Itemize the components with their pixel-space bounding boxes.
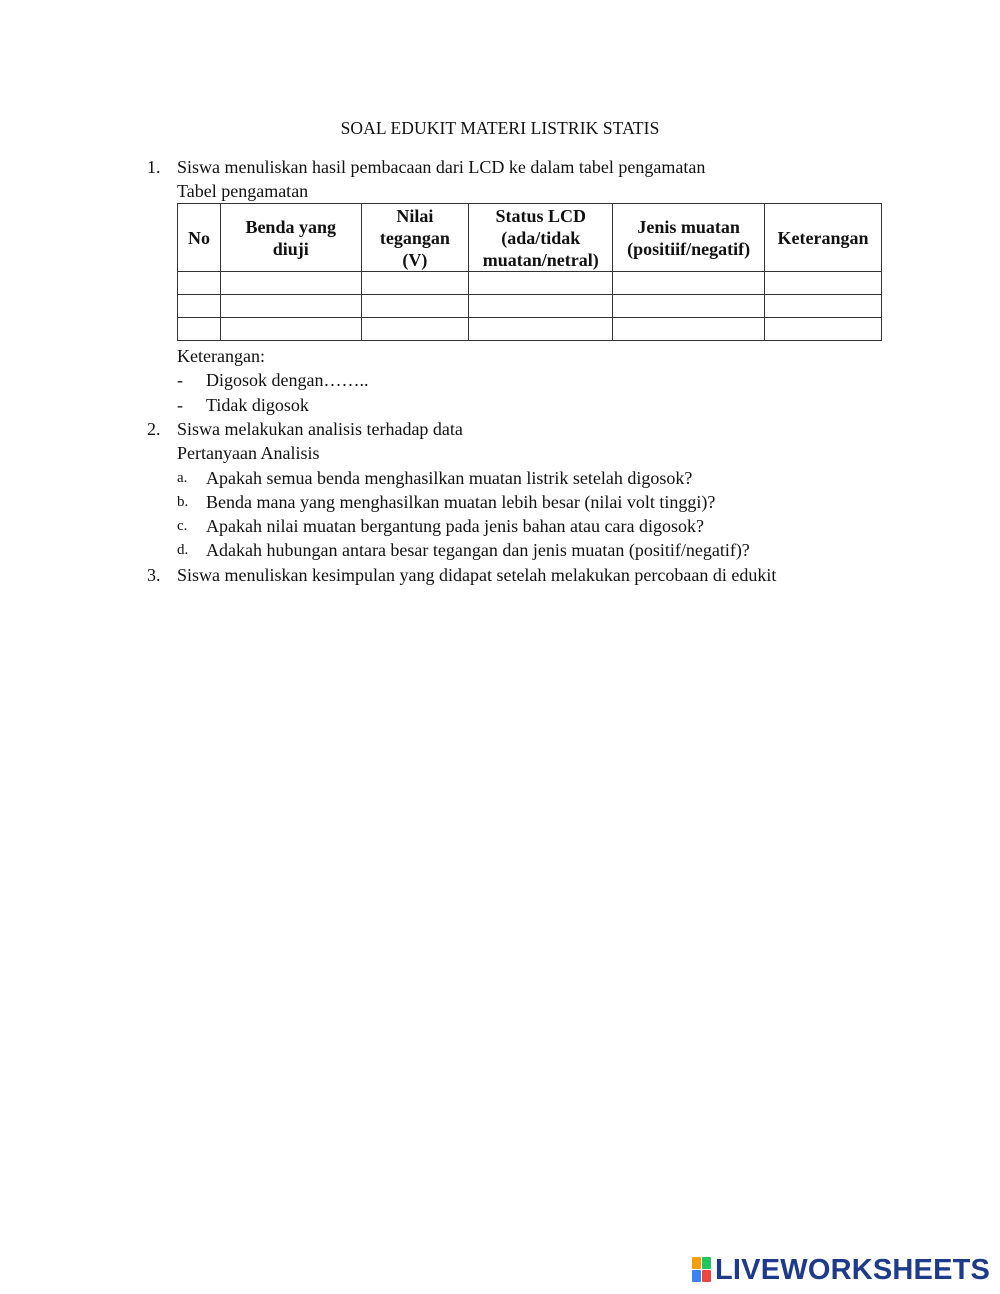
table-body	[178, 272, 882, 341]
q1-number: 1.	[147, 157, 161, 177]
table-header-label: Status LCD	[495, 205, 587, 226]
logo-text: LIVEWORKSHEETS	[715, 1253, 991, 1286]
table-cell[interactable]	[178, 318, 221, 341]
analysis-item-letter: b.	[177, 494, 189, 510]
observation-table	[177, 203, 882, 341]
table-header-cell	[361, 204, 469, 272]
analysis-item: Benda mana yang menghasilkan muatan lebih besar (nilai volt tinggi)?	[206, 492, 716, 512]
table-header-label: (ada/tidak	[501, 227, 581, 248]
table-cell[interactable]	[220, 295, 361, 318]
logo-mark-tile	[692, 1270, 701, 1282]
note-item: Digosok dengan……..	[206, 370, 369, 390]
table-header-row	[178, 204, 882, 272]
table-cell[interactable]	[469, 318, 613, 341]
note-bullet: -	[177, 395, 183, 415]
table-cell[interactable]	[178, 272, 221, 295]
table-row	[178, 272, 882, 295]
table-row	[178, 295, 882, 318]
logo-mark-tile	[692, 1257, 701, 1269]
table-cell[interactable]	[765, 295, 882, 318]
table-header-label: diuji	[272, 238, 309, 259]
table-header-label: Nilai	[396, 205, 434, 226]
liveworksheets-logo	[692, 1253, 991, 1286]
q1-text: Siswa menuliskan hasil pembacaan dari LCD ke dalam tabel pengamatan	[177, 157, 706, 177]
table-header-label: Keterangan	[777, 227, 869, 248]
table-cell[interactable]	[765, 272, 882, 295]
table-cell[interactable]	[613, 318, 765, 341]
table-header-label: Benda yang	[245, 216, 336, 237]
note-item: Tidak digosok	[206, 395, 309, 415]
table-row	[178, 318, 882, 341]
table-header-cell	[220, 204, 361, 272]
notes-label: Keterangan:	[177, 346, 265, 366]
table-header-label: tegangan	[379, 227, 450, 248]
table-cell[interactable]	[613, 295, 765, 318]
analysis-item-letter: d.	[177, 542, 189, 558]
q2-text: Siswa melakukan analisis terhadap data	[177, 419, 463, 439]
table-cell[interactable]	[220, 272, 361, 295]
document-title: SOAL EDUKIT MATERI LISTRIK STATIS	[340, 118, 660, 138]
table-caption: Tabel pengamatan	[177, 181, 309, 201]
logo-mark-icon	[692, 1257, 712, 1283]
table-header-cell	[178, 204, 221, 272]
analysis-item: Adakah hubungan antara besar tegangan dan jenis muatan (positif/negatif)?	[206, 540, 750, 560]
table-header-label: Jenis muatan	[637, 216, 740, 237]
table-cell[interactable]	[361, 272, 469, 295]
table-header-cell	[765, 204, 882, 272]
table-header-label: muatan/netral)	[482, 249, 599, 270]
q3-text: Siswa menuliskan kesimpulan yang didapat setelah melakukan percobaan di edukit	[177, 565, 777, 585]
q3-number: 3.	[147, 565, 161, 585]
table-header-cell	[469, 204, 613, 272]
logo-mark-tile	[702, 1270, 711, 1282]
table-cell[interactable]	[220, 318, 361, 341]
table-cell[interactable]	[361, 318, 469, 341]
analysis-item: Apakah nilai muatan bergantung pada jenis bahan atau cara digosok?	[206, 516, 704, 536]
table-header-label: No	[187, 227, 210, 248]
note-bullet: -	[177, 370, 183, 390]
analysis-item: Apakah semua benda menghasilkan muatan listrik setelah digosok?	[206, 468, 693, 488]
table-cell[interactable]	[469, 295, 613, 318]
table-header-label: (V)	[402, 249, 428, 270]
logo-mark-tile	[702, 1257, 711, 1269]
q2-number: 2.	[147, 419, 161, 439]
table-cell[interactable]	[361, 295, 469, 318]
q2-subtitle: Pertanyaan Analisis	[177, 443, 320, 463]
table-cell[interactable]	[613, 272, 765, 295]
table-cell[interactable]	[178, 295, 221, 318]
table-header-label: (positiif/negatif)	[627, 238, 751, 259]
analysis-item-letter: c.	[177, 518, 188, 534]
table-header-cell	[613, 204, 765, 272]
table-cell[interactable]	[765, 318, 882, 341]
analysis-item-letter: a.	[177, 470, 188, 486]
table-cell[interactable]	[469, 272, 613, 295]
